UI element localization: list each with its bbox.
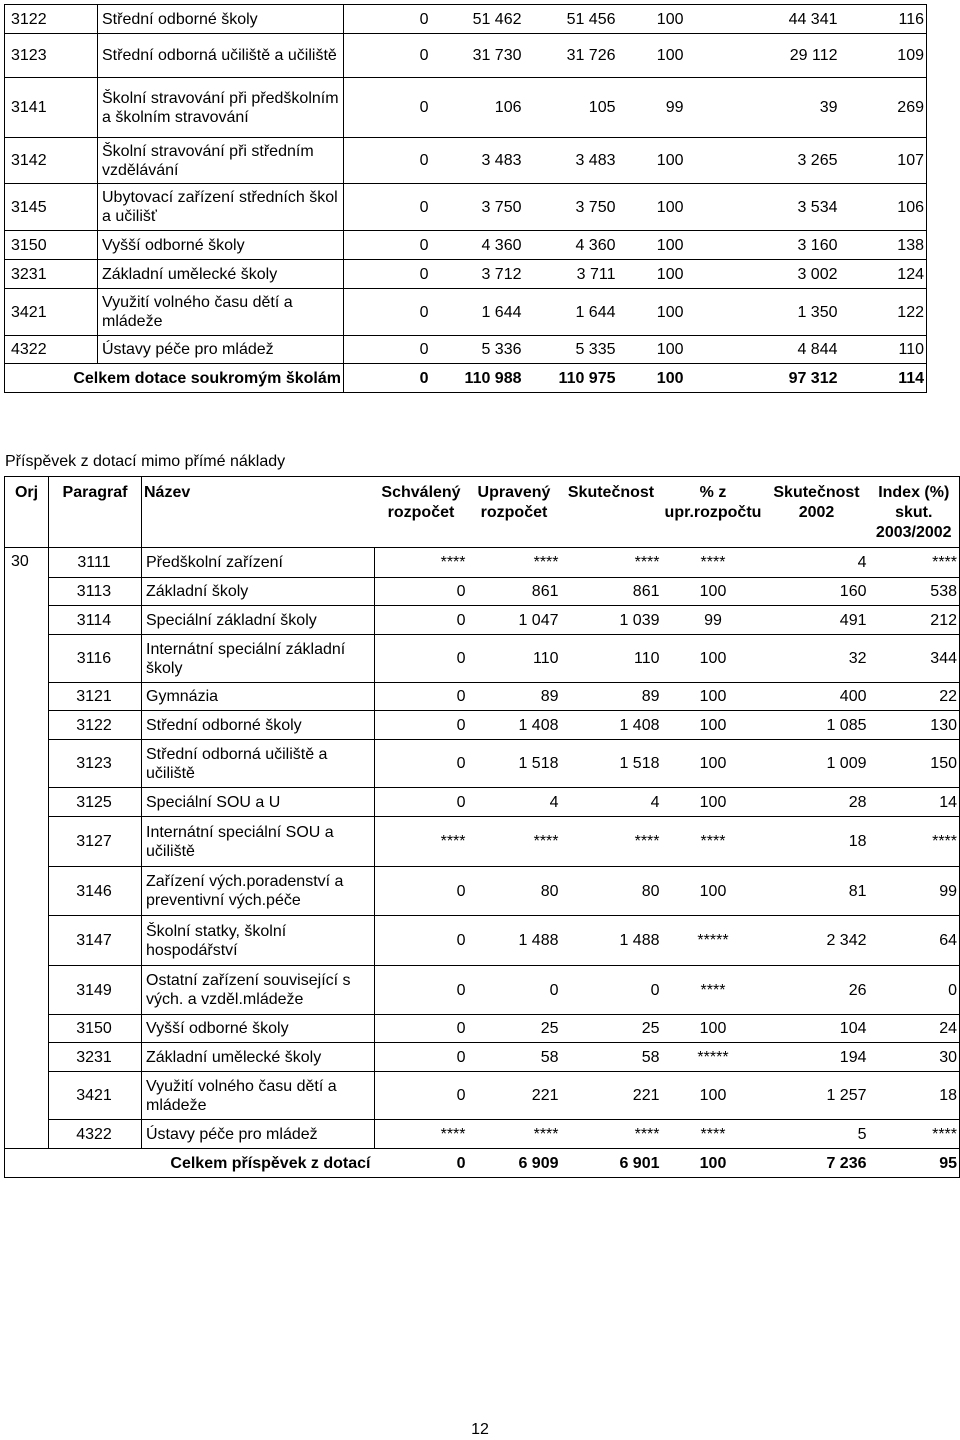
row-value: 31 726 [524,34,618,78]
row-code: 4322 [49,1120,142,1149]
row-value: 99 [869,867,960,916]
row-value: 861 [561,578,662,606]
row-value: 0 [375,1072,468,1120]
row-value: 0 [468,966,561,1015]
row-value: 116 [840,5,927,34]
row-value: 18 [869,1072,960,1120]
total-value: 95 [869,1149,960,1178]
row-name: Střední odborná učiliště a učiliště [142,740,375,788]
row-value: 3 534 [686,184,840,231]
table-row [5,138,927,184]
row-value: **** [869,548,960,578]
row-value: 1 350 [686,289,840,336]
row-value: 100 [618,231,686,260]
row-value: 100 [662,1015,765,1043]
row-name: Ubytovací zařízení středních škol a učilišť [98,184,344,231]
row-name: Ústavy péče pro mládež [98,336,344,364]
table-row [5,184,927,231]
row-code: 3122 [5,5,98,34]
row-value: 4 [468,788,561,817]
row-value: 4 844 [686,336,840,364]
row-value: **** [561,817,662,867]
row-value: 80 [561,867,662,916]
row-value: **** [634,1125,660,1143]
row-value: 3 711 [524,260,618,289]
row-value: 1 047 [468,606,561,635]
row-code: 3231 [5,260,98,289]
total-value: 100 [662,1149,765,1178]
row-value: 25 [561,1015,662,1043]
row-value: 4 360 [431,231,524,260]
row-code: 3121 [49,683,142,711]
table-row [5,788,960,817]
total-label: Celkem dotace soukromým školám [5,364,344,393]
row-name: Školní stravování při předškolním a školním stravování [98,78,344,138]
row-value: 4 [765,548,869,578]
row-value: 5 335 [524,336,618,364]
row-value: **** [468,817,561,867]
row-value: **** [561,548,662,578]
row-value: 538 [869,578,960,606]
row-name: Gymnázia [142,683,375,711]
row-value: 1 408 [561,711,662,740]
row-code: 3114 [49,606,142,635]
row-value: 106 [431,78,524,138]
row-value: 3 750 [431,184,524,231]
row-name: Střední odborné školy [98,5,344,34]
row-value: 0 [375,966,468,1015]
row-value: 130 [869,711,960,740]
row-value: 0 [344,184,431,231]
row-value: 100 [618,289,686,336]
row-value: 81 [765,867,869,916]
table-row [5,1072,960,1120]
header-index: Index (%) skut. 2003/2002 [869,477,960,548]
row-value: 110 [468,635,561,683]
total-value: 0 [419,369,429,387]
row-name: Školní statky, školní hospodářství [142,916,375,966]
row-value: 32 [765,635,869,683]
row-code: 3146 [49,867,142,916]
row-value: **** [468,548,561,578]
row-code: 3421 [5,289,98,336]
row-code: 3421 [49,1072,142,1120]
row-value: ***** [662,1043,765,1072]
row-value: 58 [468,1043,561,1072]
row-value: 1 009 [765,740,869,788]
row-value: 4 [561,788,662,817]
row-value: 100 [618,34,686,78]
header-nazev: Název [142,477,375,548]
row-value: ***** [662,916,765,966]
table-row [5,740,960,788]
total-value: 6 909 [468,1149,561,1178]
table-row [5,260,927,289]
table-prispevek-z-dotaci [4,476,960,1178]
table-row [5,817,960,867]
total-value: 100 [656,369,684,387]
row-name: Školní stravování při středním vzdělávání [98,138,344,184]
row-value: 22 [869,683,960,711]
table-row [5,34,927,78]
row-value: 150 [869,740,960,788]
row-value: **** [932,1125,957,1143]
table-row [5,289,927,336]
row-value: 861 [468,578,561,606]
row-value: 194 [765,1043,869,1072]
row-name: Vyšší odborné školy [98,231,344,260]
row-value: **** [533,1125,559,1143]
row-value: 99 [662,606,765,635]
row-value: 0 [344,231,431,260]
row-value: 51 456 [524,5,618,34]
row-value: 100 [662,578,765,606]
row-code: 3150 [5,231,98,260]
row-value: 344 [869,635,960,683]
row-value: 0 [375,1043,468,1072]
row-value: 100 [662,740,765,788]
row-value: 3 265 [686,138,840,184]
row-value: 31 730 [431,34,524,78]
row-value: 0 [344,5,431,34]
row-value: 100 [662,867,765,916]
row-name: Internátní speciální základní školy [142,635,375,683]
row-value: **** [375,548,468,578]
total-value: 6 901 [561,1149,662,1178]
row-value: 5 336 [431,336,524,364]
row-name: Využití volného času dětí a mládeže [142,1072,375,1120]
row-value: **** [440,1125,466,1143]
row-value: 0 [869,966,960,1015]
row-code: 3127 [49,817,142,867]
row-value: 0 [344,138,431,184]
row-value: 0 [344,336,431,364]
row-value: 0 [375,606,468,635]
row-value: 0 [375,740,468,788]
row-code: 3141 [5,78,98,138]
row-value: 100 [662,1072,765,1120]
row-value: 99 [618,78,686,138]
total-value: 7 236 [765,1149,869,1178]
row-value: 3 160 [686,231,840,260]
table-row [5,606,960,635]
row-value: 100 [618,5,686,34]
row-value: 491 [765,606,869,635]
row-value: 212 [869,606,960,635]
row-value: 64 [869,916,960,966]
row-value: 29 112 [686,34,840,78]
table-row [5,711,960,740]
total-row [5,1149,960,1178]
row-value: 0 [344,34,431,78]
row-code: 3123 [49,740,142,788]
table-row [5,1043,960,1072]
row-code: 3149 [49,966,142,1015]
row-value: **** [662,817,765,867]
row-name: Ústavy péče pro mládež [142,1120,375,1149]
table-row [5,683,960,711]
row-value: 1 644 [431,289,524,336]
row-value: 100 [618,184,686,231]
row-value: 122 [840,289,927,336]
total-label: Celkem příspěvek z dotací [5,1149,375,1178]
row-value: 25 [468,1015,561,1043]
total-value: 110 988 [464,369,522,387]
table-dotace-soukromym-skolam [4,4,927,393]
table-row [5,1015,960,1043]
row-value: 0 [375,711,468,740]
orj-value: 30 [5,548,49,1149]
row-value: 0 [344,260,431,289]
row-value: 138 [840,231,927,260]
row-value: 1 488 [468,916,561,966]
table-row [5,548,960,578]
total-value: 97 312 [788,369,838,387]
row-value: 3 750 [524,184,618,231]
row-value: 100 [618,138,686,184]
row-value: 89 [561,683,662,711]
row-value: 4 360 [524,231,618,260]
row-name: Základní umělecké školy [142,1043,375,1072]
row-value: 0 [375,867,468,916]
row-value: **** [869,817,960,867]
row-code: 3125 [49,788,142,817]
row-value: 1 257 [765,1072,869,1120]
row-value: 0 [375,788,468,817]
row-value: 0 [375,578,468,606]
row-value: 0 [375,1015,468,1043]
header-paragraf: Paragraf [49,477,142,548]
row-value: 5 [857,1125,867,1143]
table-row [5,635,960,683]
header-pct-upr-rozpoctu: % z upr.rozpočtu [662,477,765,548]
header-schvaleny-rozpocet: Schválený rozpočet [375,477,468,548]
row-name: Základní školy [142,578,375,606]
header-skutecnost-2002: Skutečnost 2002 [765,477,869,548]
row-value: 1 518 [561,740,662,788]
row-value: 100 [618,336,686,364]
row-code: 3147 [49,916,142,966]
row-value: 105 [524,78,618,138]
row-value: 0 [375,635,468,683]
row-value: 0 [561,966,662,1015]
row-value: 14 [869,788,960,817]
header-orj: Orj [5,477,49,548]
row-value: **** [662,548,765,578]
row-value: 1 488 [561,916,662,966]
row-value: 30 [869,1043,960,1072]
row-name: Speciální SOU a U [142,788,375,817]
row-name: Předškolní zařízení [142,548,375,578]
total-value: 0 [375,1149,468,1178]
page-number: 12 [471,1421,489,1438]
row-value: 80 [468,867,561,916]
table-row [5,578,960,606]
row-value: 100 [662,711,765,740]
row-value: 100 [662,683,765,711]
row-name: Základní umělecké školy [98,260,344,289]
row-value: 0 [375,916,468,966]
row-value: 221 [561,1072,662,1120]
row-name: Zařízení vých.poradenství a preventivní vých.péče [142,867,375,916]
row-value: 44 341 [686,5,840,34]
row-value: 100 [618,260,686,289]
row-value: 3 483 [524,138,618,184]
row-value: **** [700,1125,726,1143]
row-name: Internátní speciální SOU a učiliště [142,817,375,867]
row-value: 109 [840,34,927,78]
table-header-row [5,477,960,548]
row-name: Střední odborná učiliště a učiliště [98,34,344,78]
row-value: 107 [840,138,927,184]
row-code: 3113 [49,578,142,606]
row-value: 0 [344,289,431,336]
row-value: 51 462 [431,5,524,34]
total-row [5,364,927,393]
row-name: Ostatní zařízení související s vých. a vzděl.mládeže [142,966,375,1015]
row-value: 89 [468,683,561,711]
row-value: 58 [561,1043,662,1072]
row-value: 1 085 [765,711,869,740]
row-value: 269 [840,78,927,138]
row-value: 100 [662,788,765,817]
row-value: 28 [765,788,869,817]
row-value: 221 [468,1072,561,1120]
total-value: 114 [898,369,924,387]
row-code: 3142 [5,138,98,184]
row-value: 110 [561,635,662,683]
header-skutecnost: Skutečnost [561,477,662,548]
row-value: 0 [375,683,468,711]
row-value: 1 518 [468,740,561,788]
table-row [5,336,927,364]
table-row [5,916,960,966]
row-value: 24 [869,1015,960,1043]
row-value: 39 [686,78,840,138]
row-value: 160 [765,578,869,606]
row-value: 26 [765,966,869,1015]
table-row [5,1120,960,1149]
table-row [5,5,927,34]
row-value: **** [375,817,468,867]
row-value: 3 002 [686,260,840,289]
row-code: 4322 [5,336,98,364]
row-value: 400 [765,683,869,711]
row-value: 106 [840,184,927,231]
row-code: 3150 [49,1015,142,1043]
row-code: 3145 [5,184,98,231]
row-value: 3 712 [431,260,524,289]
table-row [5,966,960,1015]
table-row [5,231,927,260]
row-value: 1 408 [468,711,561,740]
row-value: **** [662,966,765,1015]
table-row [5,867,960,916]
table-row [5,78,927,138]
row-value: 3 483 [431,138,524,184]
total-value: 110 975 [558,369,616,387]
row-value: 124 [840,260,927,289]
row-name: Speciální základní školy [142,606,375,635]
row-value: 18 [765,817,869,867]
row-value: 0 [344,78,431,138]
row-value: 1 039 [561,606,662,635]
row-code: 3231 [49,1043,142,1072]
row-code: 3123 [5,34,98,78]
row-code: 3122 [49,711,142,740]
row-value: 104 [765,1015,869,1043]
header-upraveny-rozpocet: Upravený rozpočet [468,477,561,548]
row-name: Vyšší odborné školy [142,1015,375,1043]
row-name: Využití volného času dětí a mládeže [98,289,344,336]
section-title: Příspěvek z dotací mimo přímé náklady [5,453,286,470]
row-code: 3111 [49,548,142,578]
row-code: 3116 [49,635,142,683]
row-value: 1 644 [524,289,618,336]
row-value: 110 [840,336,927,364]
row-value: 2 342 [765,916,869,966]
row-name: Střední odborné školy [142,711,375,740]
row-value: 100 [662,635,765,683]
